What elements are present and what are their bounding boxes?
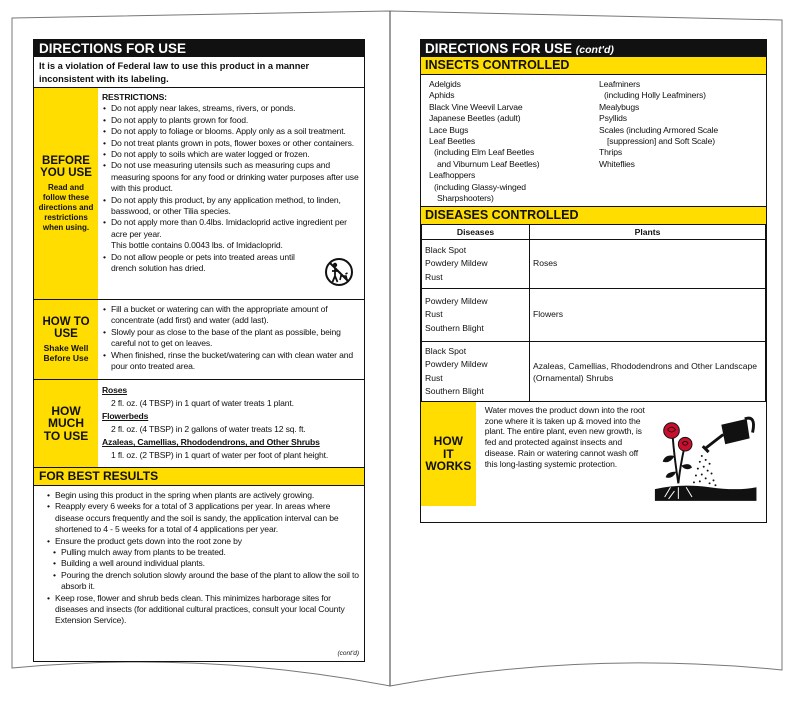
best-results-item-text: Ensure the product gets down into the root zone by	[55, 535, 242, 546]
how-to-use-steps	[98, 300, 364, 379]
how-it-works-title-1: HOW	[433, 434, 463, 449]
insect-item: Lace Bugs	[429, 124, 469, 135]
how-to-title-2: USE	[54, 327, 78, 340]
before-you-use-section	[34, 88, 364, 300]
insect-item: Leafhoppers	[429, 170, 476, 181]
insect-item: Leafminers	[599, 79, 641, 89]
insect-item: Scales (including Armored Scale	[599, 124, 719, 135]
insect-item: Whiteflies	[599, 158, 635, 169]
insect-item: Black Vine Weevil Larvae	[429, 101, 523, 112]
restriction-item: • Do not apply to soils which are water logged or frozen.	[111, 149, 361, 160]
how-to-subtitle: Shake Well Before Use	[43, 342, 89, 363]
best-results-body	[34, 486, 364, 627]
how-it-works-title-2: IT	[443, 446, 454, 461]
col-header-diseases: Diseases	[422, 225, 530, 240]
disease-cell	[422, 342, 530, 402]
insect-item: (including Glassy-winged	[434, 181, 526, 192]
best-results-section	[34, 468, 364, 627]
best-results-list	[46, 490, 360, 627]
restriction-item: • Do not apply near lakes, streams, rivers, or ponds.	[111, 103, 361, 114]
insect-item: Sharpshooters)	[437, 193, 494, 204]
disease-name: Rust	[425, 309, 443, 320]
how-much-title-3: TO USE	[43, 428, 89, 443]
table-row	[422, 289, 766, 342]
best-results-item: • Begin using this product in the spring when plants are actively growing.	[55, 490, 360, 501]
left-panel	[33, 39, 365, 662]
disease-name: Powdery Mildew	[425, 258, 488, 269]
flowerbeds-rate: 2 fl. oz. (4 TBSP) in 2 gallons of water treats 12 sq. ft.	[111, 424, 306, 434]
how-it-works-title-3: WORKS	[425, 459, 472, 474]
insect-item: Thrips	[599, 147, 622, 158]
right-header-title: DIRECTIONS FOR USE	[425, 41, 573, 56]
right-header-suffix: (cont'd)	[575, 44, 614, 56]
before-you-use-label	[34, 88, 98, 299]
restrictions-list	[102, 103, 361, 274]
insect-item: Leaf Beetles	[429, 136, 475, 147]
how-to-item: • Slowly pour as close to the base of the plant as possible, being careful not to get on leaves.	[111, 327, 361, 350]
restriction-item: • Do not allow people or pets into treated areas until drench solution has dried.	[111, 252, 361, 275]
right-header	[421, 40, 766, 57]
best-results-item: • Keep rose, flower and shrub beds clean. This minimizes harborage sites for diseases and insects (for additional cultural practices, consult your local County Extension Service).	[55, 593, 360, 627]
plant-cell: Flowers	[530, 289, 766, 342]
restriction-item-text: Do not apply more than 0.4lbs. Imidacloprid active ingredient per acre per year.	[111, 217, 347, 239]
insects-list	[421, 75, 766, 207]
restrictions-heading: RESTRICTIONS:	[102, 92, 167, 102]
how-to-use-section	[34, 300, 364, 380]
root-zone-subitem: • Pouring the drench solution slowly around the base of the plant to allow the soil to absorb it.	[61, 570, 360, 593]
insect-item: [suppression] and Soft Scale)	[607, 136, 715, 147]
right-panel	[420, 39, 767, 523]
bottle-note: This bottle contains 0.0043 lbs. of Imidacloprid.	[111, 240, 283, 251]
roses-heading: Roses	[102, 385, 128, 395]
table-row	[422, 240, 766, 289]
root-zone-sublist	[55, 547, 360, 593]
disease-name: Black Spot	[425, 345, 467, 356]
insect-item: Aphids	[429, 90, 455, 101]
insects-col-2	[599, 79, 766, 206]
insects-col-1	[429, 79, 599, 206]
shrubs-heading: Azaleas, Camellias, Rhododendrons, and Other Shrubs	[102, 437, 320, 447]
table-row	[422, 342, 766, 402]
disease-cell	[422, 289, 530, 342]
disease-name: Powdery Mildew	[425, 359, 488, 369]
plant-cell: Azaleas, Camellias, Rhododendrons and Other Landscape (Ornamental) Shrubs	[530, 342, 766, 402]
insect-item: Adelgids	[429, 79, 461, 89]
restriction-item: • Do not apply to foliage or blooms. Apply only as a soil treatment.	[111, 126, 361, 137]
how-much-section	[34, 380, 364, 468]
how-much-title-1: HOW	[51, 403, 81, 418]
restriction-item: • Do not treat plants grown in pots, flower boxes or other containers.	[111, 138, 361, 149]
disease-name: Rust	[425, 271, 443, 282]
federal-notice: It is a violation of Federal law to use this product in a manner inconsistent with its labeling.	[34, 57, 364, 88]
diseases-table	[421, 224, 766, 402]
insect-item: Psyllids	[599, 113, 627, 124]
before-subtitle: Read and follow these directions and restrictions when using.	[38, 182, 94, 232]
no-people-pets-icon	[324, 257, 354, 287]
restriction-item: • Do not apply this product, by any application method, to linden, basswood, or other Tilia species.	[111, 195, 361, 218]
how-it-works-text: Water moves the product down into the root zone where it is taken up & moved into the plant. The entire plant, even new growth, is fed and protected against insects and disease. Rain or watering cannot wash off this long-lasting systemic protection.	[484, 405, 645, 469]
continued-note: (cont'd)	[337, 650, 359, 657]
before-title-1: BEFORE	[42, 154, 90, 167]
root-zone-subitem: • Building a well around individual plants.	[61, 558, 360, 569]
how-to-item: • When finished, rinse the bucket/watering can with clean water and pour onto treated area.	[111, 350, 361, 373]
disease-cell	[422, 240, 530, 289]
watering-roses-illustration	[651, 404, 766, 504]
how-much-title-2: MUCH	[48, 416, 84, 431]
restrictions-block	[98, 88, 364, 299]
how-to-use-label	[34, 300, 98, 379]
restriction-item: • Do not use measuring utensils such as measuring cups and measuring spoons for any food or drinking water purposes after use with this product.	[111, 160, 361, 194]
how-it-works-label	[421, 402, 476, 506]
how-to-item: • Fill a bucket or watering can with the appropriate amount of concentrate (add first) and water (add last).	[111, 304, 361, 327]
flowerbeds-heading: Flowerbeds	[102, 411, 149, 421]
insect-item: Mealybugs	[599, 101, 640, 112]
plant-cell: Roses	[530, 240, 766, 289]
insect-item: Japanese Beetles (adult)	[429, 113, 521, 124]
disease-name: Rust	[425, 372, 443, 383]
restriction-item: • Do not apply to plants grown for food.	[111, 115, 361, 126]
best-results-heading: FOR BEST RESULTS	[34, 468, 364, 486]
how-to-title-1: HOW TO	[42, 315, 90, 328]
left-header: DIRECTIONS FOR USE	[34, 40, 364, 57]
disease-name: Powdery Mildew	[425, 295, 488, 306]
insect-item: (including Elm Leaf Beetles	[434, 147, 535, 158]
best-results-item	[55, 536, 360, 593]
best-results-item: • Reapply every 6 weeks for a total of 3 applications per year. In areas where disease occurs frequently and the soil is sandy, the application interval can be shortened to 4 - 5 weeks for a total of 4 applications per year.	[55, 501, 360, 535]
shrubs-rate: 1 fl. oz. (2 TBSP) in 1 quart of water per foot of plant height.	[111, 450, 329, 460]
disease-name: Black Spot	[425, 244, 467, 255]
disease-name: Southern Blight	[425, 386, 484, 396]
how-it-works-section	[421, 402, 766, 506]
insect-item: (including Holly Leafminers)	[604, 90, 706, 101]
before-title-2: YOU USE	[40, 166, 92, 179]
insects-heading: INSECTS CONTROLLED	[421, 57, 766, 75]
diseases-heading: DISEASES CONTROLLED	[421, 207, 766, 224]
how-much-label	[34, 380, 98, 467]
table-header-row	[422, 225, 766, 240]
how-much-rates	[98, 380, 364, 467]
restriction-item	[111, 217, 361, 251]
col-header-plants: Plants	[530, 225, 766, 240]
insect-item: and Viburnum Leaf Beetles)	[437, 158, 540, 169]
root-zone-subitem: • Pulling mulch away from plants to be treated.	[61, 547, 360, 558]
how-to-use-list	[102, 304, 361, 372]
roses-rate: 2 fl. oz. (4 TBSP) in 1 quart of water treats 1 plant.	[111, 398, 294, 408]
disease-name: Southern Blight	[425, 322, 484, 333]
